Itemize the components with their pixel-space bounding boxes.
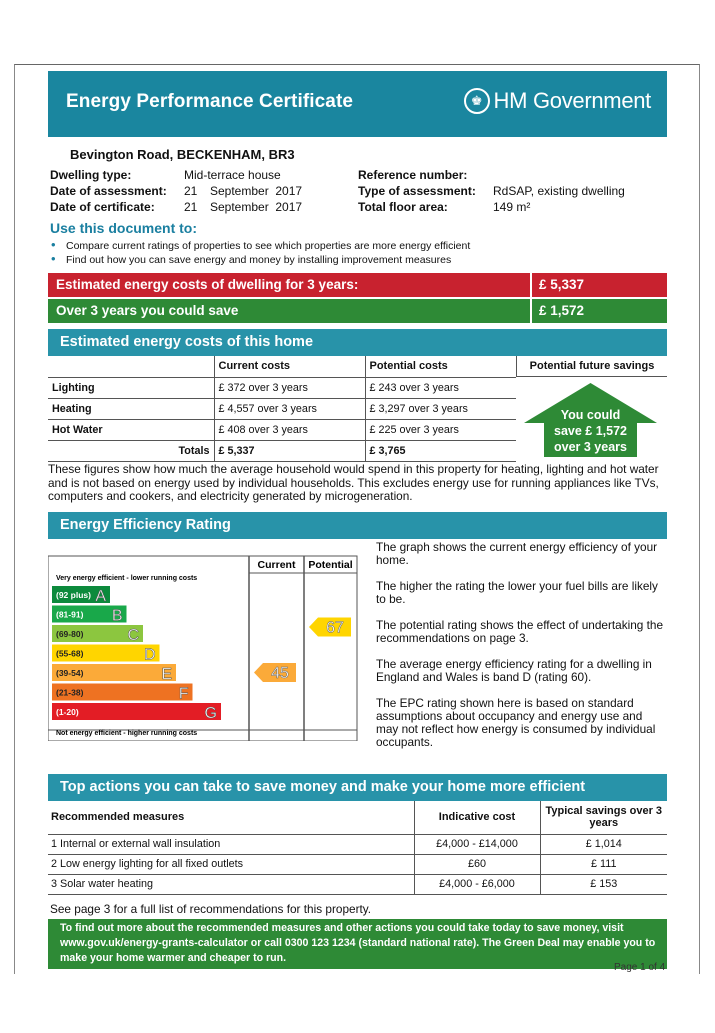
certificate-title: Energy Performance Certificate	[66, 91, 354, 112]
assessment-month-year: September 2017	[210, 184, 303, 198]
savings-bar	[48, 299, 667, 323]
efficiency-section-title: Energy Efficiency Rating	[60, 517, 231, 533]
bullet-item: • Find out how you can save energy and money by installing improvement measures	[50, 253, 470, 267]
current-column-header: Current	[257, 559, 296, 571]
footer-line: To find out more about the recommended measures and other actions you could take today to save money, visit	[60, 922, 624, 934]
efficiency-paragraph: The potential rating shows the effect of undertaking the recommendations on page 3.	[376, 617, 664, 646]
savings-label: Over 3 years you could save	[56, 303, 239, 318]
assessment-day: 21	[184, 184, 198, 198]
rating-graph	[48, 545, 360, 741]
actions-header-row	[48, 801, 667, 834]
measure-savings: £ 153	[540, 874, 667, 894]
actions-section-title: Top actions you can take to save money and make your home more efficient	[60, 779, 586, 795]
actions-table	[48, 801, 667, 895]
bullet-item: • Compare current ratings of properties to see which properties are more energy efficient	[50, 239, 470, 253]
green-deal-footer	[48, 919, 667, 969]
band-letter: D	[143, 646, 156, 664]
band-letter: A	[95, 588, 106, 605]
efficiency-paragraph: The EPC rating shown here is based on standard assumptions about occupancy and energy use and may not reflect how energy is consumed by individual occupants.	[376, 695, 656, 750]
measure-cost: £4,000 - £6,000	[414, 874, 540, 894]
table-row	[48, 398, 516, 419]
efficiency-paragraph: The average energy efficiency rating for a dwelling in England and Wales is band D (rating 60).	[376, 656, 652, 684]
cost-current: £ 372 over 3 years	[214, 377, 365, 398]
floor-area-label: Total floor area:	[358, 200, 448, 214]
table-row	[48, 874, 667, 894]
band-letter: C	[127, 627, 139, 644]
band-letter: E	[161, 666, 172, 683]
estimated-cost-bar	[48, 273, 667, 297]
band-range-label: (21-38)	[56, 687, 84, 698]
cost-current: £ 4,557 over 3 years	[214, 398, 365, 419]
table-row	[48, 419, 516, 440]
efficiency-explanation	[376, 541, 667, 762]
measure-name: 1 Internal or external wall insulation	[48, 834, 414, 854]
property-address: Bevington Road, BECKENHAM, BR3	[70, 147, 295, 162]
use-document-bullets	[50, 239, 470, 267]
potential-costs-header: Potential costs	[365, 356, 516, 377]
actions-section-header	[48, 774, 667, 801]
measure-name: 3 Solar water heating	[48, 874, 414, 894]
measure-cost: £4,000 - £14,000	[414, 834, 540, 854]
page-number: Page 1 of 4	[614, 962, 666, 973]
not-efficient-note: Not energy efficient - higher running costs	[56, 730, 198, 737]
potential-rating-marker	[309, 618, 351, 637]
efficiency-rating-chart	[48, 545, 360, 741]
band-letter: G	[204, 705, 217, 722]
costs-section-header	[48, 329, 667, 356]
cost-potential: £ 225 over 3 years	[365, 419, 516, 440]
efficiency-paragraph: The graph shows the current energy efficiency of your home.	[376, 540, 658, 568]
table-row	[48, 834, 667, 854]
footer-line: make your home warmer and cheaper to run.	[60, 952, 287, 964]
arrow-text-line1: You could	[560, 408, 621, 422]
cost-potential: £ 243 over 3 years	[365, 377, 516, 398]
totals-potential: £ 3,765	[365, 440, 516, 461]
up-arrow-icon	[524, 383, 657, 457]
band-range-label: (39-54)	[56, 668, 84, 678]
use-document-title: Use this document to:	[50, 220, 198, 236]
cost-header: Indicative cost	[414, 801, 540, 834]
totals-row	[48, 440, 516, 461]
savings-header: Typical savings over 3 years	[540, 801, 667, 834]
future-savings-header: Potential future savings	[516, 356, 667, 377]
gov-brand-text: HM Government	[493, 88, 651, 113]
savings-arrow	[524, 383, 657, 457]
assessment-date-label: Date of assessment:	[50, 184, 167, 198]
savings-value: £ 1,572	[530, 299, 667, 323]
potential-column-header: Potential	[308, 559, 353, 571]
costs-section-title: Estimated energy costs of this home	[60, 334, 314, 350]
hm-government-logo	[464, 88, 651, 114]
dwelling-type-value: Mid-terrace house	[184, 168, 281, 182]
costs-header-row	[48, 356, 516, 377]
certificate-month-year: September 2017	[210, 200, 303, 214]
estimated-cost-label: Estimated energy costs of dwelling for 3 years:	[56, 277, 359, 292]
assessment-type-label: Type of assessment:	[358, 184, 476, 198]
rating-markers	[254, 618, 351, 683]
totals-current: £ 5,337	[214, 440, 365, 461]
costs-table	[48, 356, 516, 462]
certificate-date-label: Date of certificate:	[50, 200, 155, 214]
see-page-note: See page 3 for a full list of recommendations for this property.	[50, 902, 372, 916]
current-rating-marker	[254, 663, 296, 682]
certificate-day: 21	[184, 200, 198, 214]
cost-current: £ 408 over 3 years	[214, 419, 365, 440]
measure-savings: £ 111	[540, 854, 667, 874]
measures-header: Recommended measures	[48, 801, 414, 834]
rating-bands	[52, 586, 221, 722]
floor-area-value: 149 m²	[493, 200, 531, 214]
band-letter: B	[111, 607, 123, 625]
band-range-label: (1-20)	[56, 707, 79, 717]
band-range-label: (81-91)	[56, 609, 84, 620]
assessment-type-value: RdSAP, existing dwelling	[493, 184, 625, 198]
cost-row-label: Lighting	[48, 377, 214, 398]
certificate-header	[48, 71, 667, 137]
reference-label: Reference number:	[358, 168, 468, 182]
band-letter: F	[178, 685, 189, 703]
efficiency-section-header	[48, 512, 667, 539]
crown-crest-icon: ♚	[464, 88, 490, 114]
current-costs-header: Current costs	[214, 356, 365, 377]
measure-name: 2 Low energy lighting for all fixed outlets	[48, 854, 414, 874]
footer-line: www.gov.uk/energy-grants-calculator or call 0300 123 1234 (standard national rate). The Green Deal may enable you to	[60, 937, 656, 949]
cost-row-label: Hot Water	[48, 419, 214, 440]
arrow-text-line3: over 3 years	[554, 440, 627, 454]
efficiency-paragraph: The higher the rating the lower your fuel bills are likely to be.	[376, 578, 658, 607]
estimated-cost-value: £ 5,337	[530, 273, 667, 297]
costs-explanation: These figures show how much the average household would spend in this property for heating, lighting and hot water and is not based on energy used by individual households. This excludes energy use for running appliances like TVs, computers and cookers, and electricity generated by microgeneration.	[48, 462, 659, 503]
table-row	[48, 377, 516, 398]
current-rating-marker-value: 45	[271, 665, 289, 682]
measure-savings: £ 1,014	[540, 834, 667, 854]
table-row	[48, 854, 667, 874]
totals-label: Totals	[48, 440, 214, 461]
empty-cell	[48, 356, 214, 377]
arrow-text-line2: save £ 1,572	[554, 424, 627, 438]
very-efficient-note: Very energy efficient - lower running costs	[56, 575, 198, 582]
cost-potential: £ 3,297 over 3 years	[365, 398, 516, 419]
band-range-label: (55-68)	[56, 648, 84, 659]
band-range-label: (92 plus)	[56, 590, 91, 600]
band-range-label: (69-80)	[56, 629, 84, 639]
dwelling-type-label: Dwelling type:	[50, 168, 132, 182]
cost-row-label: Heating	[48, 398, 214, 419]
potential-rating-marker-value: 67	[326, 619, 344, 637]
measure-cost: £60	[414, 854, 540, 874]
